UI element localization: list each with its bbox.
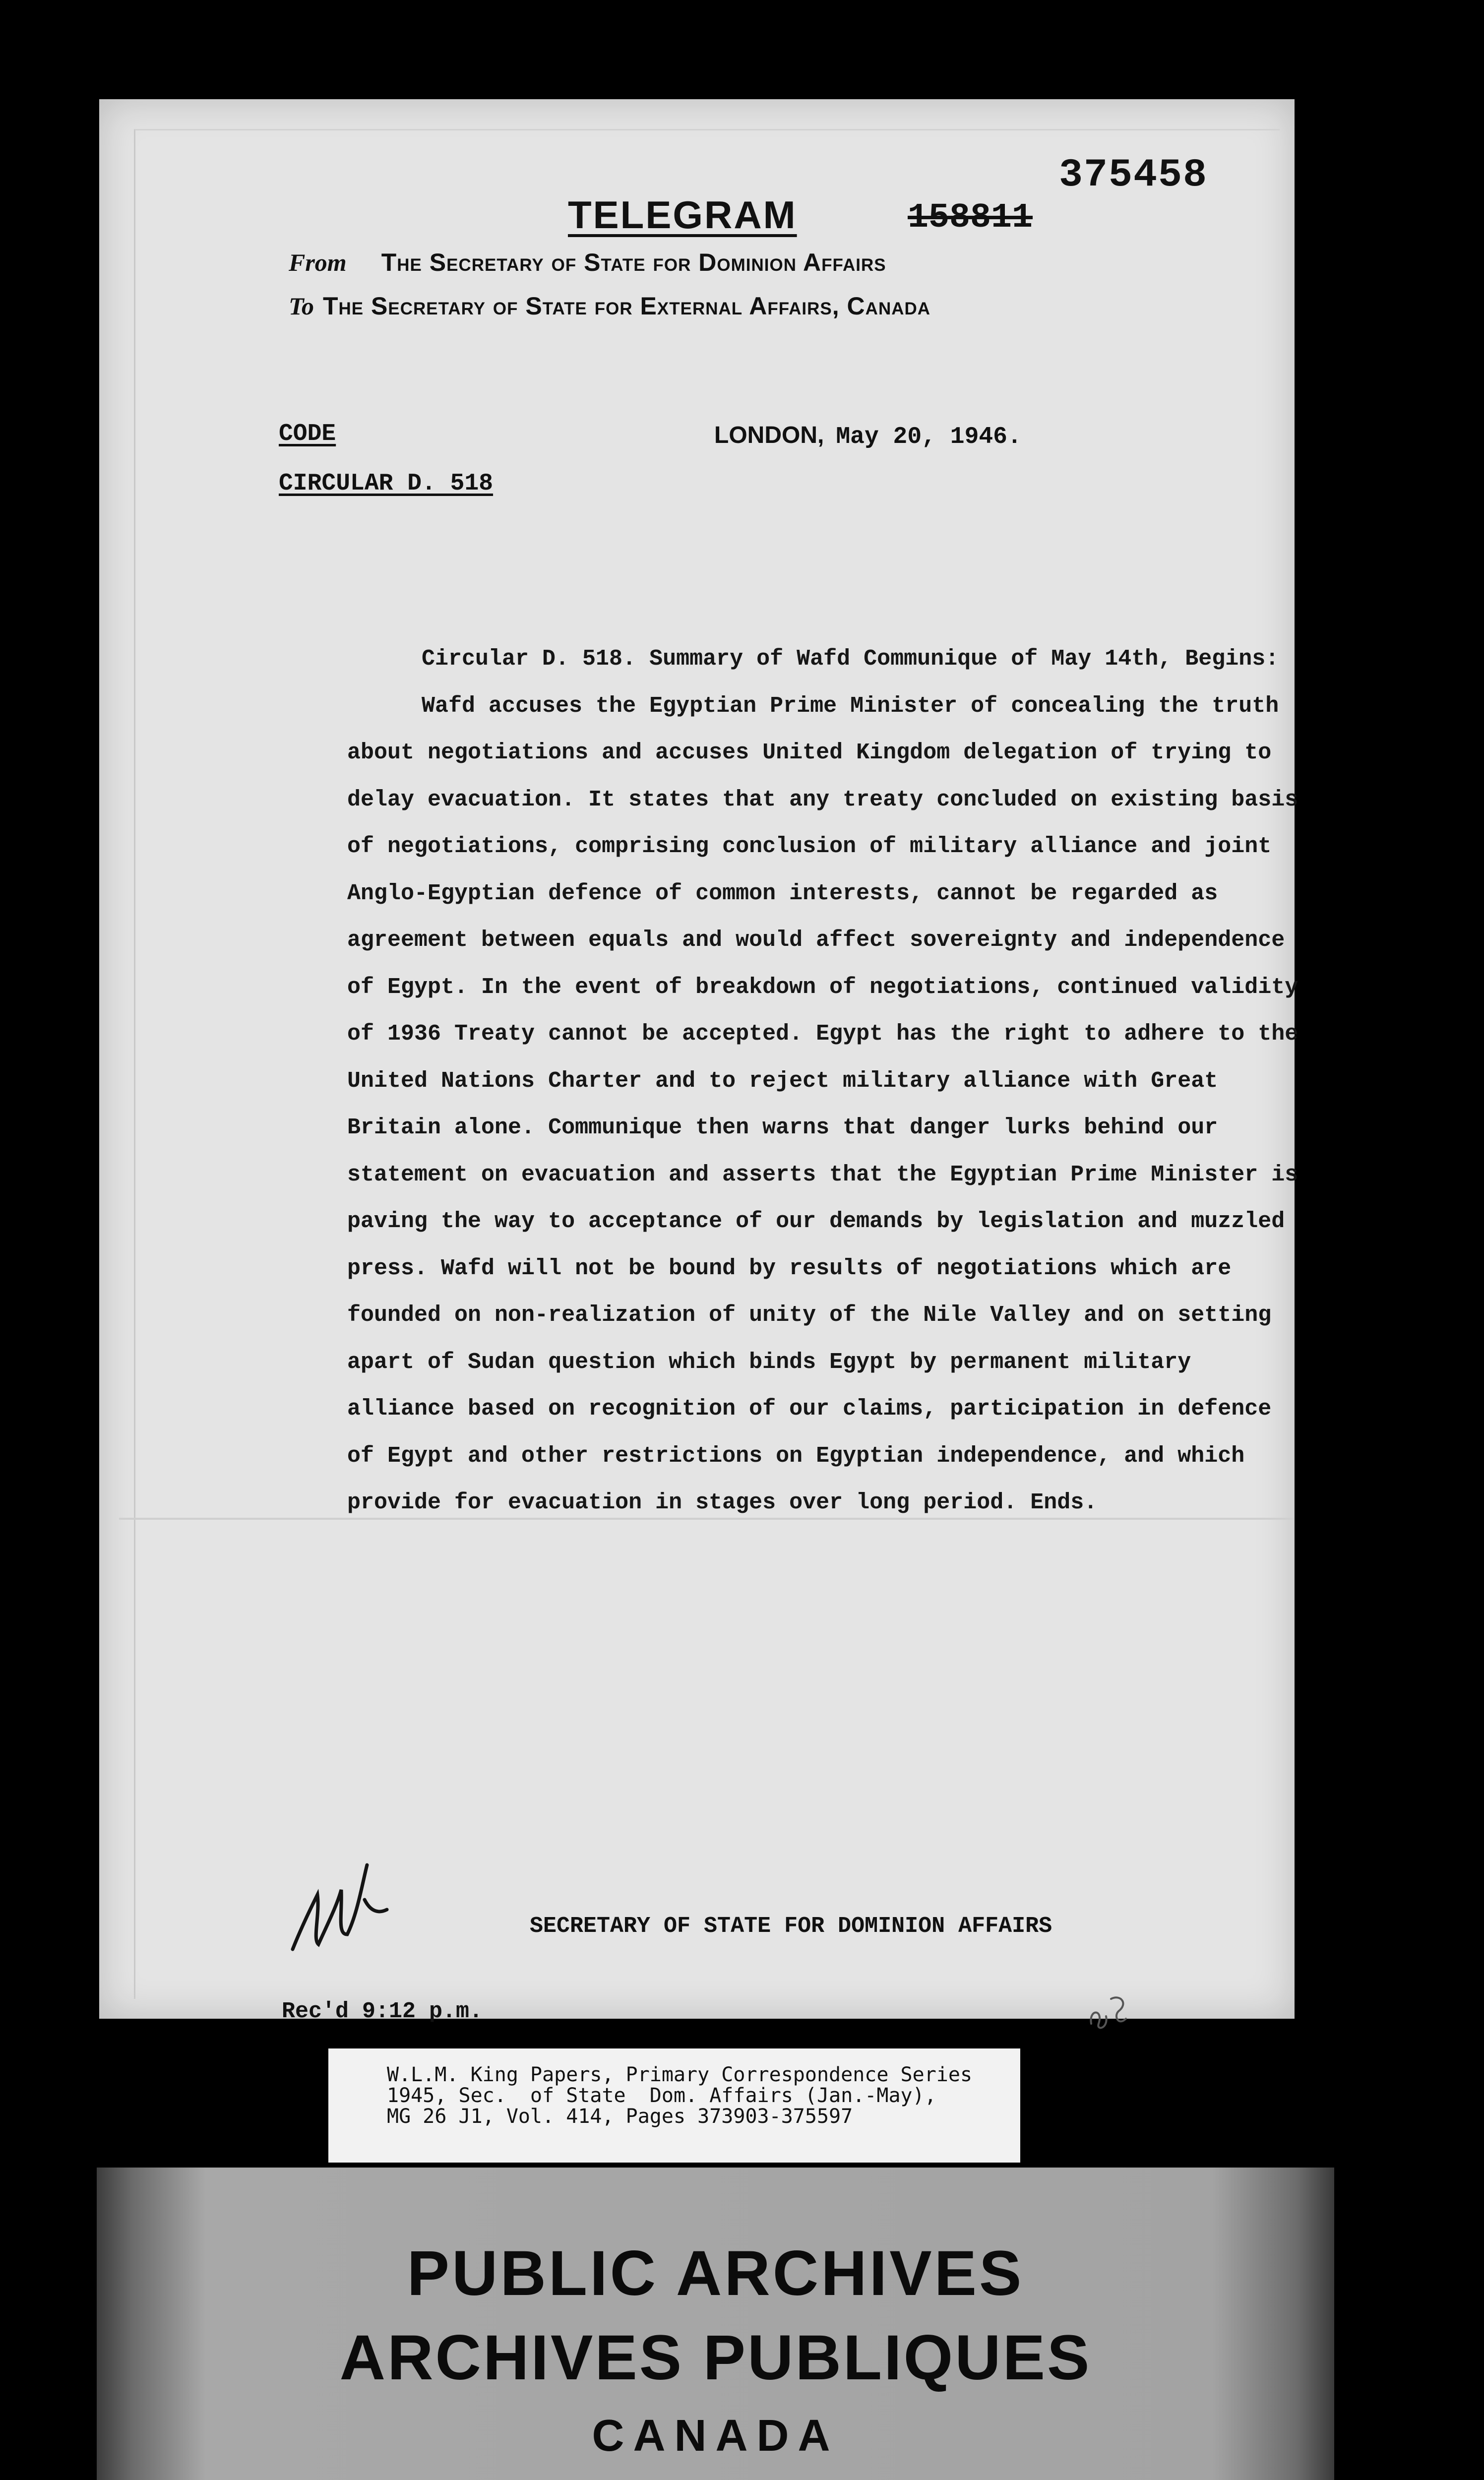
telegram-title: TELEGRAM (568, 193, 797, 237)
message-body (347, 636, 1309, 1527)
public-archives-banner (97, 2168, 1334, 2480)
reference-line-3: MG 26 J1, Vol. 414, Pages 373903-375597 (387, 2105, 853, 2128)
circular-label: CIRCULAR D. 518 (279, 470, 494, 497)
telegram-sheet (99, 99, 1298, 2024)
to-label: To (289, 292, 314, 320)
to-line (289, 292, 930, 320)
message-paragraph-1: Circular D. 518. Summary of Wafd Communique of May 14th, Begins: (422, 646, 1279, 672)
reference-line-2: 1945, Sec. of State Dom. Affairs (Jan.-May), (387, 2084, 936, 2107)
place: LONDON, (714, 422, 824, 448)
from-text: The Secretary of State for Dominion Affairs (381, 248, 886, 276)
banner-line-english: PUBLIC ARCHIVES (407, 2238, 1024, 2309)
reference-line-1: W.L.M. King Papers, Primary Correspondence Series (387, 2063, 973, 2086)
signature-block: SECRETARY OF STATE FOR DOMINION AFFAIRS (530, 1914, 1052, 1939)
serial-number: 375458 (1059, 153, 1208, 198)
dateline (714, 422, 1022, 450)
received-time: Rec'd 9:12 p.m. (282, 1999, 483, 2024)
archive-reference-label (328, 2048, 1020, 2163)
code-label: CODE (279, 421, 336, 447)
banner-line-french: ARCHIVES PUBLIQUES (339, 2322, 1092, 2393)
handwritten-initials (283, 1855, 412, 1964)
banner-line-country: CANADA (592, 2411, 839, 2461)
to-text: The Secretary of State for External Affairs, Canada (322, 292, 931, 320)
date: May 20, 1946. (836, 424, 1022, 450)
from-label: From (289, 248, 347, 276)
message-paragraph-2: Wafd accuses the Egyptian Prime Minister of concealing the truth about negotiations and accuses United Kingdom delegation of trying to delay evacuation. It states that any treaty concluded on existing basis of negotiations, comprising conclusion of military alliance and joint Anglo-Egyptian defence of common interests, cannot be regarded as agreement between equals and would affect sovereignty and independence of Egypt. In the event of breakdown of negotiations, continued validity of 1936 Treaty cannot be accepted. Egypt has the right to adhere to the United Nations Charter and to reject military alliance with Great Britain alone. Communique then warns that danger lurks behind our statement on evacuation and asserts that the Egyptian Prime Minister is paving the way to acceptance of our demands by legislation and muzzled press. Wafd will not be bound by results of negotiations which are founded on non-realization of unity of the Nile Valley and on setting apart of Sudan question which binds Egypt by permanent military alliance based on recognition of our claims, participation in defence of Egypt and other restrictions on Egyptian independence, and which provide for evacuation in stages over long period. Ends. (347, 693, 1298, 1515)
from-line (289, 248, 886, 277)
pencil-mark (1084, 1989, 1138, 2034)
struck-number: 158811 (908, 198, 1033, 238)
